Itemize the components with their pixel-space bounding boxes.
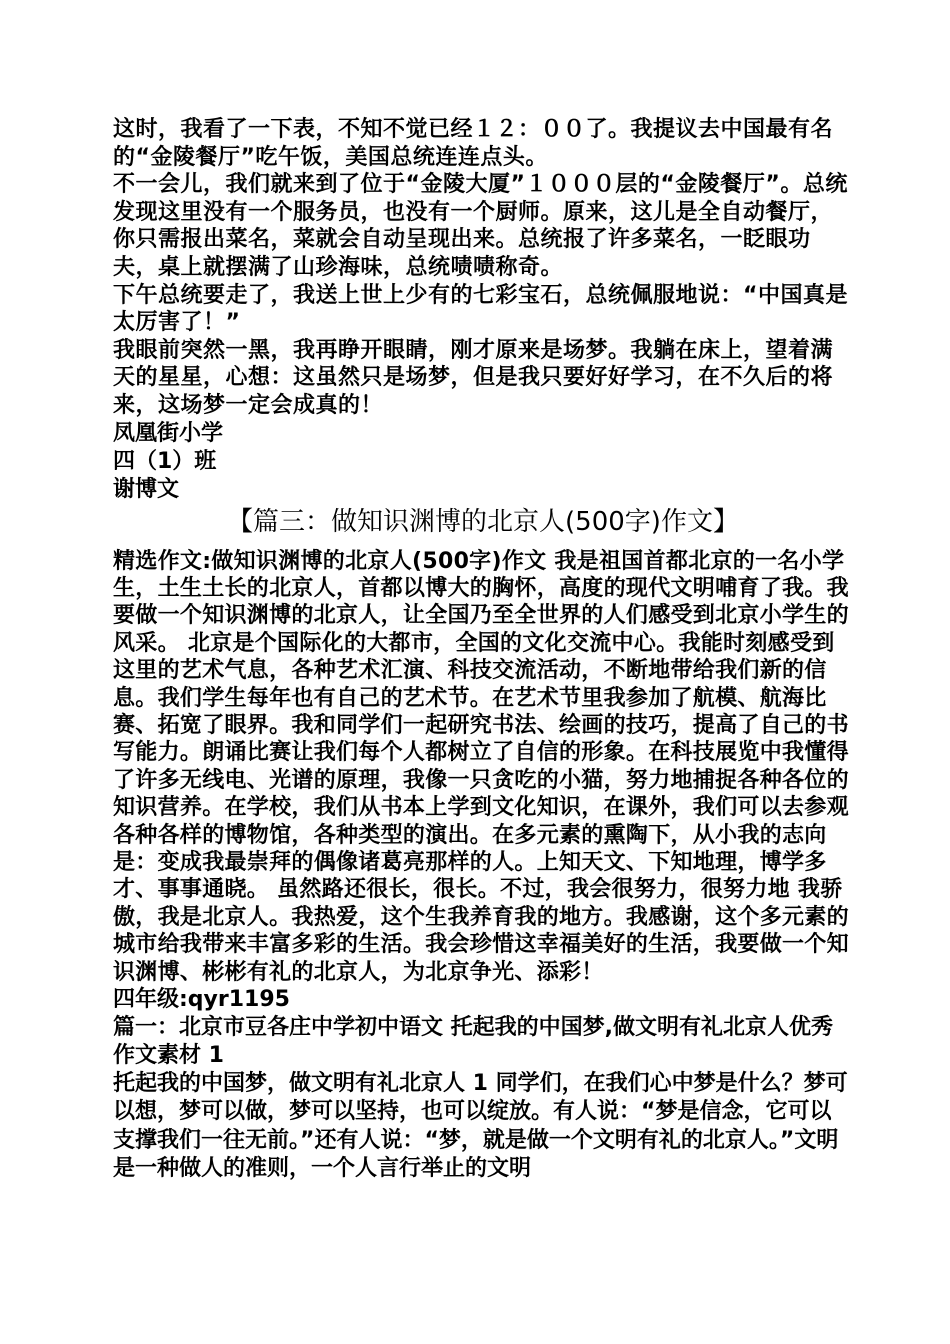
story-paragraph-2: 不一会儿，我们就来到了位于“金陵大厦”１０００层的“金陵餐厅”。总统发现这里没有一个服务员，也没有一个厨师。原来，这儿是全自动餐厅，你只需报出菜名，菜就会自动呈现出来。总统报了许多菜名，一眨眼功夫，桌上就摆满了山珍海味，总统啧啧称奇。 — [113, 172, 848, 280]
grade-tag: 四年级:qyr1195 — [113, 987, 290, 1013]
signature-author: 谢博文 — [113, 476, 180, 502]
signature-school: 凤凰街小学 — [113, 420, 224, 446]
section-title: 【篇三：做知识渊博的北京人(500字)作文】 — [227, 506, 739, 537]
document-page — [113, 116, 853, 1184]
story-paragraph-4: 我眼前突然一黑，我再睁开眼睛，刚才原来是场梦。我躺在床上，望着满天的星星，心想：这虽然只是场梦，但是我只要好好学习，在不久后的将来，这场梦一定会成真的！ — [113, 337, 834, 418]
story-paragraph-1: 这时，我看了一下表，不知不觉已经１２：００了。我提议去中国最有名的“金陵餐厅”吃午饭，美国总统连连点头。 — [113, 117, 834, 170]
next-article-body: 托起我的中国梦，做文明有礼北京人 1 同学们，在我们心中梦是什么？梦可以想，梦可以做，梦可以坚持，也可以绽放。有人说：“梦是信念，它可以支撑我们一往无前。”还有人说：“梦，就是做一个文明有礼的北京人。”文明是一种做人的准则，一个人言行举止的文明 — [113, 1071, 848, 1182]
section-body: 精选作文:做知识渊博的北京人(500字)作文 我是祖国首都北京的一名小学生，土生土长的北京人，首都以博大的胸怀，高度的现代文明哺育了我。我要做一个知识渊博的北京人，让全国乃至全世界的人们感受到北京小学生的风采。 北京是个国际化的大都市，全国的文化交流中心。我能时刻感受到这里的艺术气息，各种艺术汇演、科技交流活动，不断地带给我们新的信息。我们学生每年也有自己的艺术节。在艺术节里我参加了航模、航海比赛、拓宽了眼界。我和同学们一起研究书法、绘画的技巧，提高了自己的书写能力。朗诵比赛让我们每个人都树立了自信的形象。在科技展览中我懂得了许多无线电、光谱的原理，我像一只贪吃的小猫，努力地捕捉各种各位的知识营养。在学校，我们从书本上学到文化知识，在课外，我们可以去参观各种各样的博物馆，各种类型的演出。在多元素的熏陶下，从小我的志向是：变成我最崇拜的偶像诸葛亮那样的人。上知天文、下知地理，博学多才、事事通晓。 虽然路还很长，很长。不过，我会很努力，很努力地 我骄傲，我是北京人。我热爱，这个生我养育我的地方。我感谢，这个多元素的城市给我带来丰富多彩的生活。我会珍惜这幸福美好的生活，我要做一个知识渊博、彬彬有礼的北京人，为北京争光、添彩！ — [113, 548, 849, 985]
next-article-heading: 篇一：北京市豆各庄中学初中语文 托起我的中国梦,做文明有礼北京人优秀作文素材 1 — [113, 1015, 834, 1069]
signature-class: 四（1）班 — [113, 448, 217, 474]
story-paragraph-3: 下午总统要走了，我送上世上少有的七彩宝石，总统佩服地说：“中国真是太厉害了！” — [113, 282, 848, 336]
